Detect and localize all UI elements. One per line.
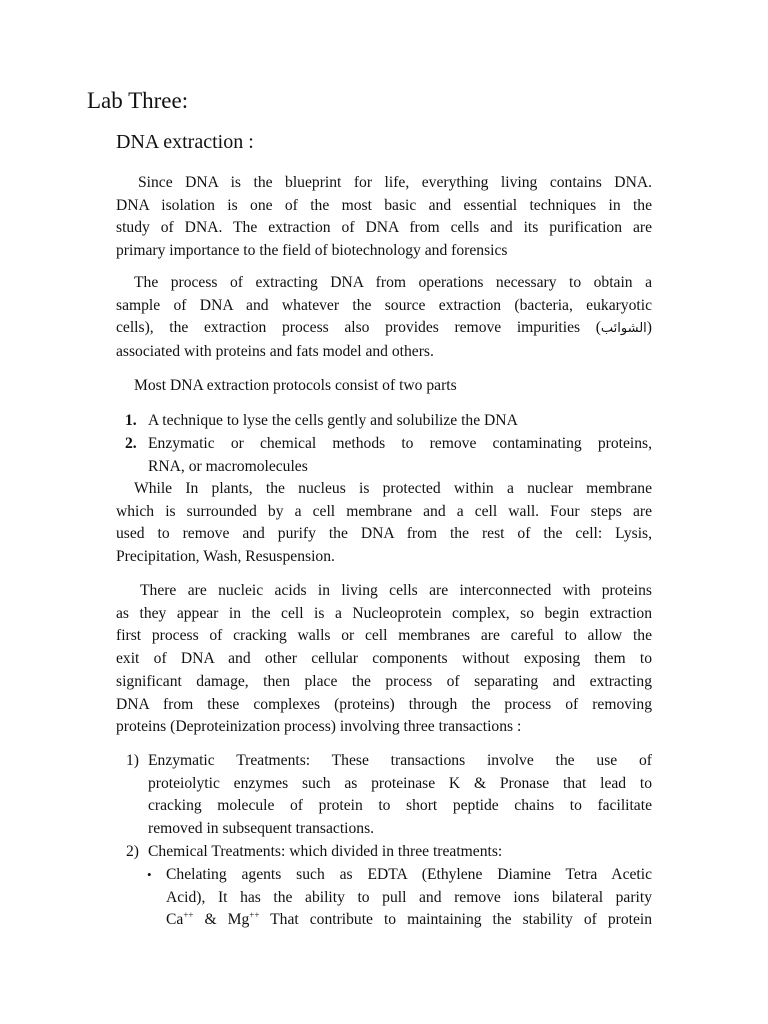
paragraph-line: There are nucleic acids in living cells are interconnected with proteins [140, 582, 652, 599]
paragraph-line: While In plants, the nucleus is protected within a nuclear membrane [134, 480, 652, 497]
paragraph-line: proteins (Deproteinization process) involving three transactions : [116, 718, 522, 736]
paragraph-protocols [116, 375, 652, 398]
paragraph-line: study of DNA. The extraction of DNA from cells and its purification are [116, 219, 652, 237]
list-item: Enzymatic or chemical methods to remove contaminating proteins, RNA, or macromolecules [148, 435, 652, 475]
lab-title: Lab Three: [87, 88, 189, 113]
paragraph-line: primary importance to the field of biotechnology and forensics [116, 242, 508, 260]
arabic-term: الشوائب [600, 321, 647, 337]
paragraph-line: associated with proteins and fats model and others. [116, 343, 434, 361]
paragraph-line: used to remove and purify the DNA from the rest of the cell: Lysis, [116, 525, 652, 543]
paragraph-line: as they appear in the cell is a Nucleoprotein complex, so begin extraction [116, 604, 652, 622]
paragraph-line: first process of cracking walls or cell membranes are careful to allow the [116, 627, 652, 645]
paragraph-intro [116, 172, 652, 263]
paragraph-line: significant damage, then place the process of separating and extracting [116, 672, 652, 690]
paragraph-line: Since DNA is the blueprint for life, everything living contains DNA. [138, 174, 652, 191]
treatment-number: 1) [126, 752, 139, 769]
paragraph-line: The process of extracting DNA from operations necessary to obtain a [134, 274, 652, 291]
paragraph-line: Precipitation, Wash, Resuspension. [116, 548, 335, 566]
paragraph-line: sample of DNA and whatever the source extraction (bacteria, eukaryotic [116, 296, 652, 314]
bullet-item: Chelating agents such as EDTA (Ethylene Diamine Tetra Acetic Acid), It has the ability to pull and remove ions bilateral parity Ca++ & Mg++ That contribute to maintaining the stability of protein [166, 866, 653, 929]
treatment-number: 2) [126, 843, 139, 860]
paragraph-line: which is surrounded by a cell membrane and a cell wall. Four steps are [116, 502, 652, 520]
list-item: A technique to lyse the cells gently and solubilize the DNA [148, 412, 518, 429]
section-title: DNA extraction : [116, 131, 254, 153]
paragraph-line: Most DNA extraction protocols consist of two parts [134, 377, 457, 394]
paragraph-plants [116, 478, 652, 569]
paragraph-line: DNA isolation is one of the most basic and essential techniques in the [116, 196, 652, 214]
bullet-icon: • [147, 867, 152, 882]
list-number: 2. [125, 435, 137, 452]
list-number: 1. [125, 412, 137, 429]
treatment-item: Enzymatic Treatments: These transactions involve the use of proteiolytic enzymes such as proteinase K & Pronase that lead to cracking molecule of protein to short peptide chains to facilitate removed in subsequent transactions. [148, 752, 652, 838]
paragraph-nucleoprotein [116, 580, 652, 739]
paragraph-line: exit of DNA and other cellular components without exposing them to [116, 650, 652, 668]
paragraph-line: DNA from these complexes (proteins) through the process of removing [116, 695, 652, 713]
treatment-item: Chemical Treatments: which divided in three treatments: [148, 843, 503, 860]
paragraph-line: cells), the extraction process also provides remove impurities ( [116, 319, 601, 337]
paragraph-process: The process of extracting DNA from operations necessary to obtain a sample of DNA and whatever the source extraction (bacteria, eukaryotic cells), the extraction process also provides remove impurities (الشوائب) associated with proteins and fats model and others. [116, 272, 652, 364]
